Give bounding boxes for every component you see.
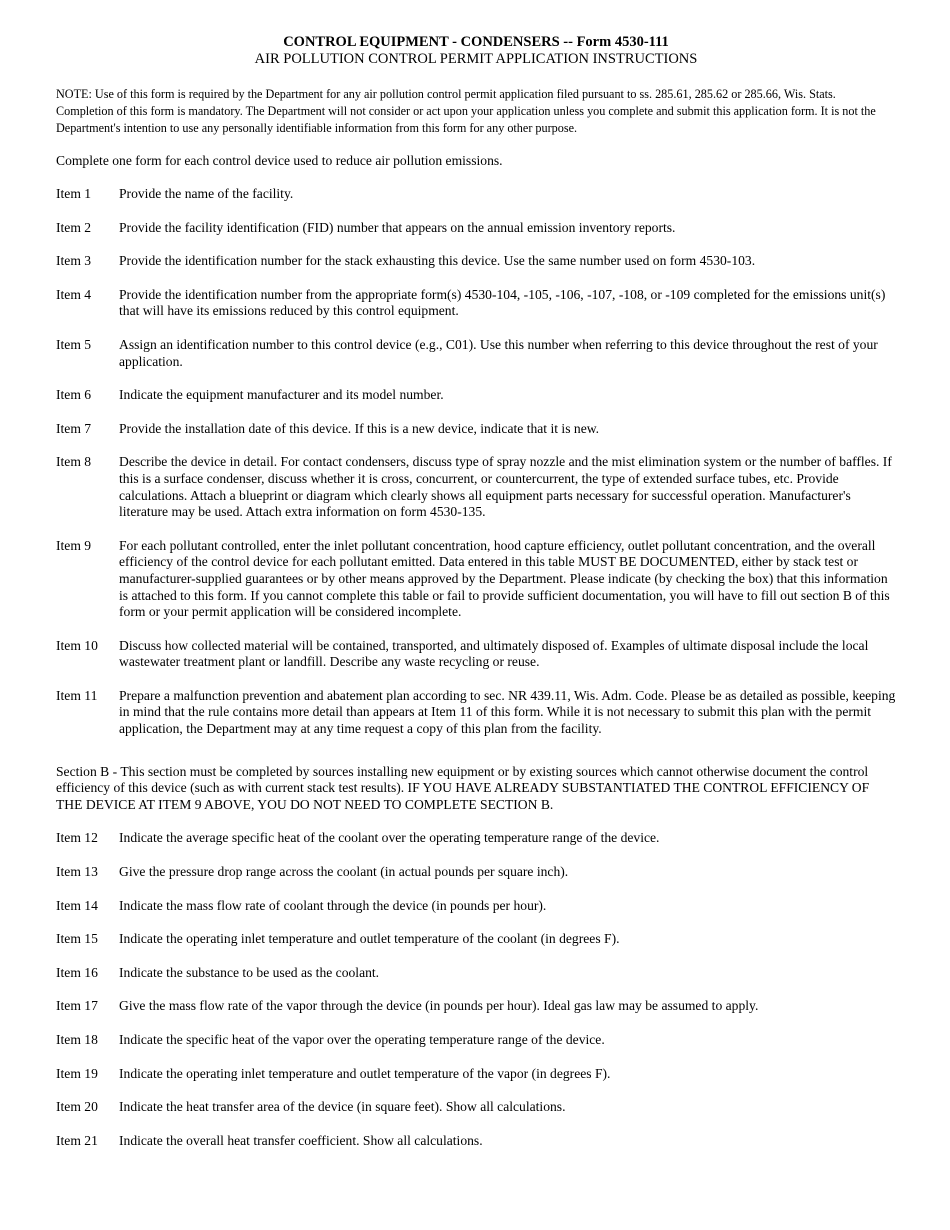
instruction-item: [56, 538, 896, 621]
instruction-item: [56, 1133, 896, 1150]
instruction-item: [56, 337, 896, 370]
item-text: Indicate the equipment manufacturer and its model number.: [119, 387, 444, 403]
item-text: Indicate the specific heat of the vapor over the operating temperature range of the device.: [119, 1032, 605, 1047]
item-number: Item 2: [56, 219, 92, 235]
instruction-item: [56, 1066, 896, 1083]
item-number: Item 3: [56, 253, 92, 269]
instruction-item: [56, 421, 896, 438]
item-text: Indicate the average specific heat of the coolant over the operating temperature range of the device.: [119, 830, 660, 846]
instruction-item: [56, 898, 896, 915]
item-number: Item 5: [56, 336, 92, 352]
section-a-items: [56, 186, 896, 738]
item-text: Provide the installation date of this device. If this is a new device, indicate that it is new.: [119, 420, 600, 436]
form-subtitle: AIR POLLUTION CONTROL PERMIT APPLICATION INSTRUCTIONS: [254, 51, 698, 67]
item-text: Discuss how collected material will be contained, transported, and ultimately disposed of. Examples of ultimate disposal include the local wastewater treatment plant or landfill. Describe any waste recycling or reuse.: [119, 637, 869, 670]
item-text: Indicate the operating inlet temperature and outlet temperature of the vapor (in degrees F).: [119, 1065, 611, 1081]
instruction-item: [56, 454, 896, 520]
item-number: Item 11: [56, 687, 98, 703]
instruction-item: [56, 638, 896, 671]
item-text: Provide the facility identification (FID) number that appears on the annual emission inventory reports.: [119, 219, 676, 235]
item-text: Provide the identification number for the stack exhausting this device. Use the same number used on form 4530-103.: [119, 253, 756, 269]
item-number: Item 19: [56, 1065, 98, 1081]
item-text: Describe the device in detail. For contact condensers, discuss type of spray nozzle and the mist elimination system or the number of baffles. If this is a surface condenser, discuss whether it is cross, concurrent, or countercurrent, the type of extended surface tubes, etc. Provide calculations. Attach a blueprint or diagram which clearly shows all equipment parts necessary for successful operation. Manufacturer's literature may be used. Attach extra information on form 4530-135.: [119, 454, 892, 520]
item-number: Item 4: [56, 286, 92, 302]
item-number: Item 17: [56, 998, 98, 1014]
section-b-items: [56, 830, 896, 1149]
item-number: Item 16: [56, 964, 98, 980]
item-number: Item 12: [56, 830, 98, 846]
item-number: Item 7: [56, 420, 92, 436]
item-text: Prepare a malfunction prevention and abatement plan according to sec. NR 439.11, Wis. Adm. Code. Please be as detailed as possible, keeping in mind that the rule contains more detail than appears at Item 11 of this form. While it is not necessary to submit this plan with the permit application, the Department may at any time request a copy of this plan from the facility.: [119, 687, 896, 737]
item-number: Item 9: [56, 537, 92, 553]
instruction-item: [56, 186, 896, 203]
item-text: Indicate the operating inlet temperature and outlet temperature of the coolant (in degrees F).: [119, 931, 620, 947]
item-number: Item 13: [56, 864, 98, 880]
item-text: Indicate the overall heat transfer coefficient. Show all calculations.: [119, 1132, 483, 1148]
instructions-page: [56, 34, 896, 1166]
item-number: Item 6: [56, 387, 92, 403]
item-number: Item 18: [56, 1032, 98, 1047]
item-number: Item 15: [56, 931, 98, 947]
item-number: Item 20: [56, 1099, 98, 1115]
privacy-note: NOTE: Use of this form is required by the Department for any air pollution control permit application filed pursuant to ss. 285.61, 285.62 or 285.66, Wis. Stats. Completion of this form is mandatory. The Department will not consider or act upon your application unless you complete and submit this application form. It is not the Department's intention to use any personally identifiable information from this form for any other purpose.: [56, 87, 876, 135]
item-text: Provide the name of the facility.: [119, 186, 294, 201]
instruction-item: [56, 1099, 896, 1116]
item-number: Item 10: [56, 637, 98, 653]
item-number: Item 1: [56, 186, 92, 201]
item-number: Item 21: [56, 1132, 98, 1148]
section-b-heading: Section B - This section must be completed by sources installing new equipment or by existing sources which cannot otherwise document the control efficiency of this device (such as with current stack test results). IF YOU HAVE ALREADY SUBSTANTIATED THE CONTROL EFFICIENCY OF THE DEVICE AT ITEM 9 ABOVE, YOU DO NOT NEED TO COMPLETE SECTION B.: [56, 763, 870, 812]
instruction-item: [56, 830, 896, 847]
item-text: Indicate the mass flow rate of coolant through the device (in pounds per hour).: [119, 897, 547, 913]
instruction-item: [56, 965, 896, 982]
item-number: Item 8: [56, 454, 92, 470]
item-text: Give the mass flow rate of the vapor through the device (in pounds per hour). Ideal gas law may be assumed to apply.: [119, 998, 759, 1014]
item-number: Item 14: [56, 897, 98, 913]
item-text: Give the pressure drop range across the coolant (in actual pounds per square inch).: [119, 864, 569, 880]
intro-text: Complete one form for each control device used to reduce air pollution emissions.: [56, 153, 503, 168]
instruction-item: [56, 220, 896, 237]
instruction-item: [56, 253, 896, 270]
instruction-item: [56, 387, 896, 404]
instruction-item: [56, 287, 896, 320]
instruction-item: [56, 1032, 896, 1049]
item-text: Indicate the substance to be used as the coolant.: [119, 964, 380, 980]
item-text: Assign an identification number to this control device (e.g., C01). Use this number when referring to this device throughout the rest of your application.: [119, 336, 878, 369]
instruction-item: [56, 998, 896, 1015]
item-text: For each pollutant controlled, enter the inlet pollutant concentration, hood capture efficiency, outlet pollutant concentration, and the overall efficiency of the control device for each pollutant emitted. Data entered in this table MUST BE DOCUMENTED, either by stack test or manufacturer-supplied guarantees or by other means approved by the Department. Please indicate (by checking the box) that this information is attached to this form. If you cannot complete this table or fail to provide sufficient documentation, you will have to fill out section B of this form or your permit application will be considered incomplete.: [119, 537, 890, 620]
instruction-item: [56, 931, 896, 948]
instruction-item: [56, 688, 896, 738]
item-text: Provide the identification number from the appropriate form(s) 4530-104, -105, -106, -107, -108, or -109 completed for the emissions unit(s) that will have its emissions reduced by this control equipment.: [119, 286, 886, 319]
form-title: CONTROL EQUIPMENT - CONDENSERS -- Form 4530-111: [283, 34, 669, 50]
instruction-item: [56, 864, 896, 881]
item-text: Indicate the heat transfer area of the device (in square feet). Show all calculations.: [119, 1099, 566, 1115]
